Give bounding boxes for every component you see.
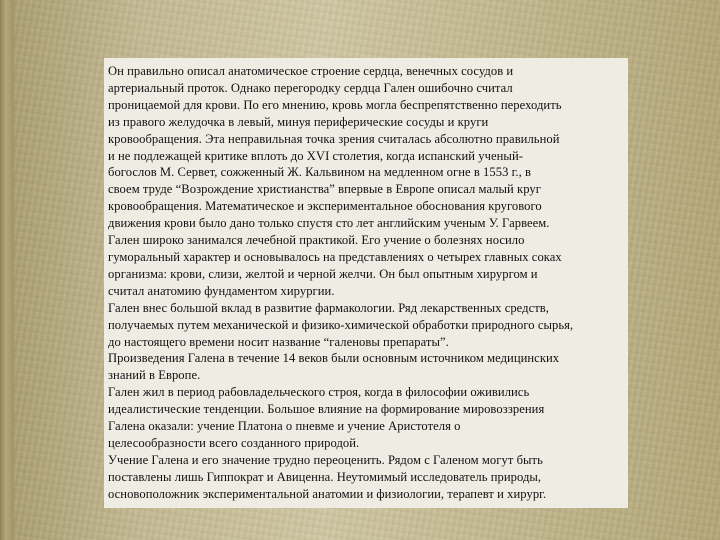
text-line: считал анатомию фундаментом хирургии. [108, 283, 335, 298]
body-text [108, 63, 628, 503]
text-line: Гален внес большой вклад в развитие фармакологии. Ряд лекарственных средств, [108, 300, 549, 315]
text-line: кровообращения. Математическое и экспериментальное обоснования кругового [108, 199, 542, 214]
text-line: получаемых путем механической и физико-химической обработки природного сырья, [108, 317, 574, 332]
text-line: движения крови было дано только спустя сто лет английским ученым У. Гарвеем. [108, 216, 550, 231]
text-line: гуморальный характер и основывалось на представлениях о четырех главных соках [108, 249, 562, 264]
text-line: Гален широко занимался лечебной практикой. Его учение о болезнях носило [108, 233, 525, 248]
text-line: основоположник экспериментальной анатомии и физиологии, терапевт и хирург. [108, 486, 547, 501]
text-line: проницаемой для крови. По его мнению, кровь могла беспрепятственно переходить [108, 97, 562, 112]
text-line: богослов М. Сервет, сожженный Ж. Кальвином на медленном огне в 1553 г., в [108, 165, 532, 180]
text-line: организма: крови, слизи, желтой и черной желчи. Он был опытным хирургом и [108, 266, 538, 281]
text-line: Галена оказали: учение Платона о пневме и учение Аристотеля о [108, 419, 461, 434]
text-line: артериальный проток. Однако перегородку сердца Гален ошибочно считал [108, 80, 513, 95]
text-line: Учение Галена и его значение трудно переоценить. Рядом с Галеном могут быть [108, 452, 543, 467]
text-line: поставлены лишь Гиппократ и Авиценна. Неутомимый исследователь природы, [108, 469, 542, 484]
text-line: целесообразности всего созданного природой. [108, 435, 360, 450]
text-line: из правого желудочка в левый, минуя периферические сосуды и круги [108, 114, 489, 129]
text-line: Гален жил в период рабовладельческого строя, когда в философии оживились [108, 385, 530, 400]
text-line: Произведения Галена в течение 14 веков были основным источником медицинских [108, 351, 560, 366]
text-line: своем труде “Возрождение христианства” впервые в Европе описал малый круг [108, 182, 541, 197]
text-line: и не подлежащей критике вплоть до XVI столетия, когда испанский ученый- [108, 148, 523, 163]
text-line: кровообращения. Эта неправильная точка зрения считалась абсолютно правильной [108, 131, 560, 146]
text-line: знаний в Европе. [108, 368, 201, 383]
text-line: до настоящего времени носит название “галеновы препараты”. [108, 334, 449, 349]
text-line: идеалистические тенденции. Большое влияние на формирование мировоззрения [108, 402, 545, 417]
text-line: Он правильно описал анатомическое строение сердца, венечных сосудов и [108, 64, 514, 78]
left-rail-decoration [0, 0, 14, 540]
